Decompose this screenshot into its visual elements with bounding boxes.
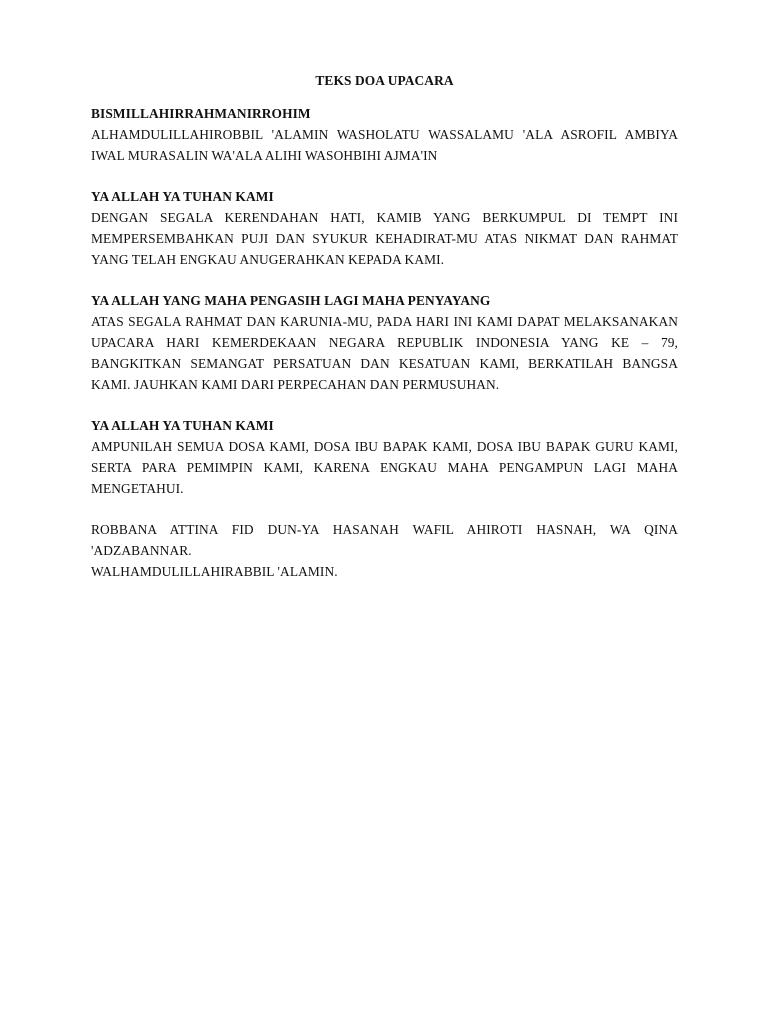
- section-paragraph: DENGAN SEGALA KERENDAHAN HATI, KAMIB YANG BERKUMPUL DI TEMPT INI MEMPERSEMBAHKAN PUJI DAN SYUKUR KEHADIRAT-MU ATAS NIKMAT DAN RAHMAT YANG TELAH ENGKAU ANUGERAHKAN KEPADA KAMI.: [91, 210, 678, 267]
- section-blessing: [91, 290, 678, 395]
- document-content: [91, 70, 678, 582]
- closing-paragraph: ROBBANA ATTINA FID DUN-YA HASANAH WAFIL AHIROTI HASNAH, WA QINA 'ADZABANNAR.: [91, 522, 678, 558]
- document-title: TEKS DOA UPACARA: [315, 73, 454, 88]
- section-forgiveness: [91, 415, 678, 499]
- section-paragraph: AMPUNILAH SEMUA DOSA KAMI, DOSA IBU BAPAK KAMI, DOSA IBU BAPAK GURU KAMI, SERTA PARA PEMIMPIN KAMI, KARENA ENGKAU MAHA PENGAMPUN LAGI MAHA MENGETAHUI.: [91, 439, 678, 496]
- section-closing: [91, 519, 678, 582]
- section-paragraph: ATAS SEGALA RAHMAT DAN KARUNIA-MU, PADA HARI INI KAMI DAPAT MELAKSANAKAN UPACARA HARI KEMERDEKAAN NEGARA REPUBLIK INDONESIA YANG KE – 79, BANGKITKAN SEMANGAT PERSATUAN DAN KESATUAN KAMI, BERKATILAH BANGSA KAMI. JAUHKAN KAMI DARI PERPECAHAN DAN PERMUSUHAN.: [91, 314, 678, 392]
- section-heading: YA ALLAH YANG MAHA PENGASIH LAGI MAHA PENYAYANG: [91, 293, 491, 308]
- section-heading: YA ALLAH YA TUHAN KAMI: [91, 418, 274, 433]
- section-heading: BISMILLAHIRRAHMANIRROHIM: [91, 106, 311, 121]
- section-opening: [91, 103, 678, 166]
- section-gratitude: [91, 186, 678, 270]
- section-heading: YA ALLAH YA TUHAN KAMI: [91, 189, 274, 204]
- section-paragraph: ALHAMDULILLAHIROBBIL 'ALAMIN WASHOLATU WASSALAMU 'ALA ASROFIL AMBIYA IWAL MURASALIN WA'ALA ALIHI WASOHBIHI AJMA'IN: [91, 127, 678, 163]
- closing-final-line: WALHAMDULILLAHIRABBIL 'ALAMIN.: [91, 564, 338, 579]
